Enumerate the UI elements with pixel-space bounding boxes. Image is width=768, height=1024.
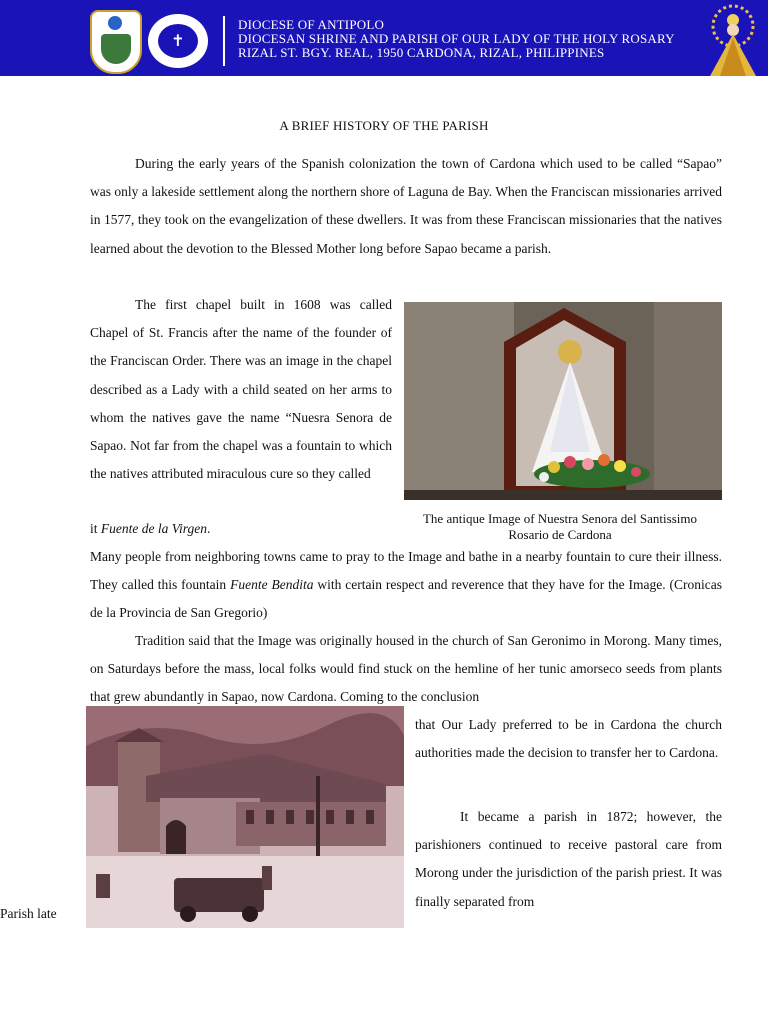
paragraph-4 [90, 627, 722, 712]
letterhead-text [238, 18, 675, 60]
paragraph-6-text: It became a parish in 1872; however, the parishioners continued to receive pastoral care from Morong under the jurisdiction of the parish priest. It was finally separated from [415, 809, 722, 909]
fuente-de-la-virgen: Fuente de la Virgen [100, 521, 207, 536]
madonna-image-icon [702, 4, 764, 76]
parish-seal-logo: ✝ [146, 12, 210, 70]
fuente-bendita: Fuente Bendita [230, 577, 314, 593]
paragraph-2-text: The first chapel built in 1608 was called Chapel of St. Francis after the name of the founder of the Franciscan Order. There was an image in the chapel described as a Lady with a child seated on her arms to whom the natives gave the name “Nuesra Senora de Sapao. Not far from the chapel was a fountain to which the natives attributed miraculous cure so they called [90, 297, 392, 482]
paragraph-1-text: During the early years of the Spanish colonization the town of Cardona which used to be called “Sapao” was only a lakeside settlement along the northern shore of Laguna de Bay. When the Franciscan missionaries arrived in 1577, they took on the evangelization of these dwellers. It was from these Franciscan missionaries that the natives learned about the devotion to the Blessed Mother long before Sapao became a parish. [90, 156, 722, 256]
diocese-coat-of-arms-logo [90, 10, 142, 74]
paragraph-3: Many people from neighboring towns came to pray to the Image and bathe in a nearby fountain to cure their illness. They called this fountain Fuente Bendita with certain respect and reverence that they have for the Image. (Cronicas de la Provincia de San Gregorio) [90, 549, 722, 621]
letterhead-banner [0, 0, 768, 76]
diocese-name: DIOCESE OF ANTIPOLO [238, 17, 385, 32]
header-divider [223, 16, 225, 66]
parish-address: RIZAL ST. BGY. REAL, 1950 CARDONA, RIZAL, PHILIPPINES [238, 45, 605, 60]
paragraph-1 [90, 150, 722, 263]
paragraph-6 [415, 803, 722, 916]
photo-caption: The antique Image of Nuestra Senora del Santissimo Rosario de Cardona [422, 511, 697, 542]
old-church-photo [86, 706, 404, 928]
truncated-line: Parish late [0, 906, 57, 921]
antique-image-photo [404, 302, 722, 500]
paragraph-5 [415, 711, 722, 767]
page-title: A BRIEF HISTORY OF THE PARISH [279, 118, 489, 133]
parish-name: DIOCESAN SHRINE AND PARISH OF OUR LADY OF THE HOLY ROSARY [238, 31, 675, 46]
paragraph-5-text: that Our Lady preferred to be in Cardona the church authorities made the decision to transfer her to Cardona. [415, 717, 722, 761]
paragraph-4-text: Tradition said that the Image was originally housed in the church of San Geronimo in Morong. Many times, on Saturdays before the mass, local folks would find stuck on the hemline of her tunic amorseco seeds from plants that grew abundantly in Sapao, now Cardona. Coming to the conclusion [90, 633, 722, 705]
paragraph-2 [90, 291, 392, 488]
paragraph-2-end: it Fuente de la Virgen. [90, 521, 211, 536]
